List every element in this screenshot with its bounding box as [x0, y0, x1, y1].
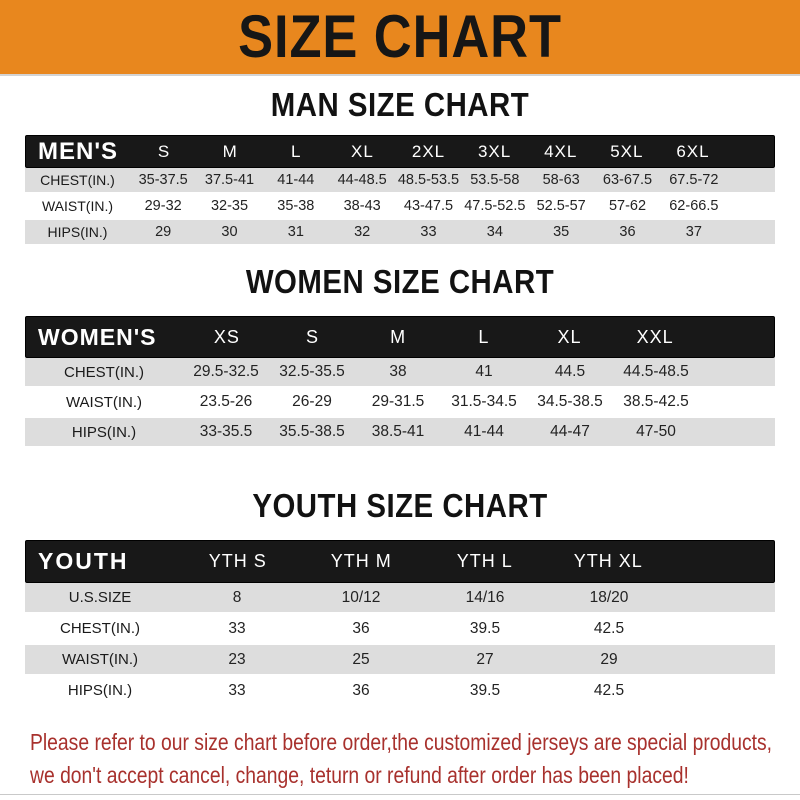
- cell-value: 33: [420, 224, 437, 240]
- table-header-label: WOMEN'S: [38, 323, 157, 350]
- cell-value: 38: [389, 363, 407, 380]
- cell-value: 23: [228, 650, 246, 668]
- cell-value: 41-44: [464, 423, 504, 440]
- size-chart-banner: [0, 0, 800, 76]
- cell-value: 34: [486, 224, 503, 240]
- cell-value: 14/16: [465, 588, 505, 606]
- cell-value: 35-37.5: [138, 172, 188, 188]
- cell-value: 36: [352, 681, 370, 699]
- cell-value: 37.5-41: [204, 172, 255, 188]
- cell-value: 44.5-48.5: [623, 363, 689, 380]
- table-row: [25, 168, 775, 192]
- size-table: [25, 316, 775, 446]
- cell-value: 57-62: [608, 198, 647, 214]
- cell-value: 30: [221, 224, 238, 240]
- row-label: CHEST(IN.): [64, 363, 144, 381]
- row-label: U.S.SIZE: [68, 589, 132, 606]
- cell-value: 31: [287, 224, 304, 240]
- size-chart-sections: [0, 89, 800, 705]
- table-row: [25, 583, 775, 612]
- cell-value: 42.5: [593, 681, 625, 699]
- cell-value: 44-47: [550, 423, 590, 440]
- table-row: [25, 388, 775, 416]
- cell-value: 29: [600, 650, 618, 668]
- cell-value: 18/20: [589, 588, 629, 606]
- cell-value: 34.5-38.5: [537, 393, 603, 410]
- cell-value: 10/12: [341, 588, 381, 606]
- cell-value: 32.5-35.5: [279, 363, 345, 380]
- cell-value: 38.5-41: [371, 423, 425, 440]
- cell-value: 8: [232, 588, 242, 606]
- column-header: YTH M: [330, 551, 392, 571]
- cell-value: 29-32: [144, 198, 182, 214]
- size-table: [25, 540, 775, 705]
- cell-value: 31.5-34.5: [451, 393, 517, 410]
- row-label: HIPS(IN.): [67, 682, 133, 699]
- size-table: [25, 135, 775, 244]
- column-header: XXL: [636, 326, 674, 347]
- row-label: CHEST(IN.): [40, 172, 115, 188]
- table-row: [25, 614, 775, 643]
- table-header-label: YOUTH: [38, 548, 129, 574]
- cell-value: 53.5-58: [470, 172, 520, 188]
- column-header: 4XL: [544, 141, 578, 161]
- column-header: YTH L: [456, 551, 513, 571]
- column-header: 6XL: [676, 141, 710, 161]
- cell-value: 39.5: [469, 681, 501, 699]
- table-header-row: [25, 316, 775, 358]
- cell-value: 33: [228, 619, 246, 637]
- size-chart-section: [25, 266, 775, 446]
- cell-value: 62-66.5: [669, 198, 719, 214]
- cell-value: 52.5-57: [536, 198, 586, 214]
- cell-value: 44-48.5: [337, 172, 387, 188]
- column-header: XL: [350, 141, 374, 161]
- cell-value: 43-47.5: [403, 198, 454, 214]
- cell-value: 29-31.5: [371, 393, 425, 410]
- row-label: HIPS(IN.): [71, 423, 137, 441]
- table-row: [25, 645, 775, 674]
- cell-value: 32: [354, 224, 371, 240]
- cell-value: 58-63: [542, 172, 580, 188]
- column-header: 5XL: [610, 141, 644, 161]
- row-label: WAIST(IN.): [65, 393, 143, 411]
- cell-value: 27: [476, 650, 494, 668]
- table-header-label: MEN'S: [38, 137, 119, 165]
- cell-value: 41-44: [277, 172, 315, 188]
- cell-value: 67.5-72: [669, 172, 719, 188]
- cell-value: 44.5: [554, 363, 586, 380]
- column-header: L: [478, 326, 490, 347]
- cell-value: 29: [155, 224, 172, 240]
- row-label: CHEST(IN.): [60, 620, 140, 637]
- row-label: WAIST(IN.): [41, 198, 114, 214]
- cell-value: 37: [685, 224, 702, 240]
- cell-value: 36: [352, 619, 370, 637]
- table-row: [25, 220, 775, 244]
- cell-value: 35-38: [277, 198, 315, 214]
- cell-value: 26-29: [292, 393, 332, 410]
- table-row: [25, 194, 775, 218]
- cell-value: 48.5-53.5: [397, 172, 460, 188]
- column-header: S: [305, 326, 319, 347]
- cell-value: 32-35: [210, 198, 249, 214]
- row-label: HIPS(IN.): [47, 224, 108, 240]
- cell-value: 36: [619, 224, 636, 240]
- column-header: L: [291, 141, 302, 161]
- cell-value: 23.5-26: [199, 393, 253, 410]
- size-chart-section: [25, 89, 775, 244]
- column-header: S: [157, 141, 171, 161]
- row-label: WAIST(IN.): [61, 651, 139, 668]
- cell-value: 39.5: [469, 619, 501, 637]
- cell-value: 35: [553, 224, 570, 240]
- column-header: 2XL: [411, 141, 446, 161]
- cell-value: 47.5-52.5: [464, 198, 526, 214]
- table-row: [25, 358, 775, 386]
- table-row: [25, 418, 775, 446]
- cell-value: 47-50: [636, 423, 676, 440]
- cell-value: 38.5-42.5: [623, 393, 689, 410]
- section-heading: WOMEN SIZE CHART: [245, 264, 555, 301]
- section-heading: YOUTH SIZE CHART: [252, 488, 548, 525]
- cell-value: 29.5-32.5: [193, 363, 259, 380]
- column-header: XL: [557, 326, 582, 347]
- footer-note: [0, 726, 800, 792]
- size-chart-section: [25, 490, 775, 705]
- cell-value: 35.5-38.5: [279, 423, 345, 440]
- cell-value: 33-35.5: [199, 423, 253, 440]
- cell-value: 33: [228, 681, 246, 699]
- table-header-row: [25, 135, 775, 168]
- footer-line-2: we don't accept cancel, change, teturn or refund after order has been placed!: [30, 762, 689, 788]
- column-header: YTH S: [208, 551, 267, 571]
- column-header: YTH XL: [573, 551, 643, 571]
- cell-value: 42.5: [593, 619, 625, 637]
- column-header: M: [390, 326, 407, 347]
- column-header: XS: [213, 326, 240, 347]
- column-header: M: [222, 141, 238, 161]
- banner-title: SIZE CHART: [238, 3, 562, 71]
- cell-value: 25: [352, 650, 370, 668]
- footer-line-1: Please refer to our size chart before order,the customized jerseys are special products,: [30, 729, 773, 755]
- section-heading: MAN SIZE CHART: [270, 87, 530, 124]
- cell-value: 38-43: [343, 198, 381, 214]
- cell-value: 41: [475, 363, 493, 380]
- table-row: [25, 676, 775, 705]
- bottom-divider: [0, 794, 800, 795]
- table-header-row: [25, 540, 775, 583]
- cell-value: 63-67.5: [602, 172, 653, 188]
- column-header: 3XL: [477, 141, 512, 161]
